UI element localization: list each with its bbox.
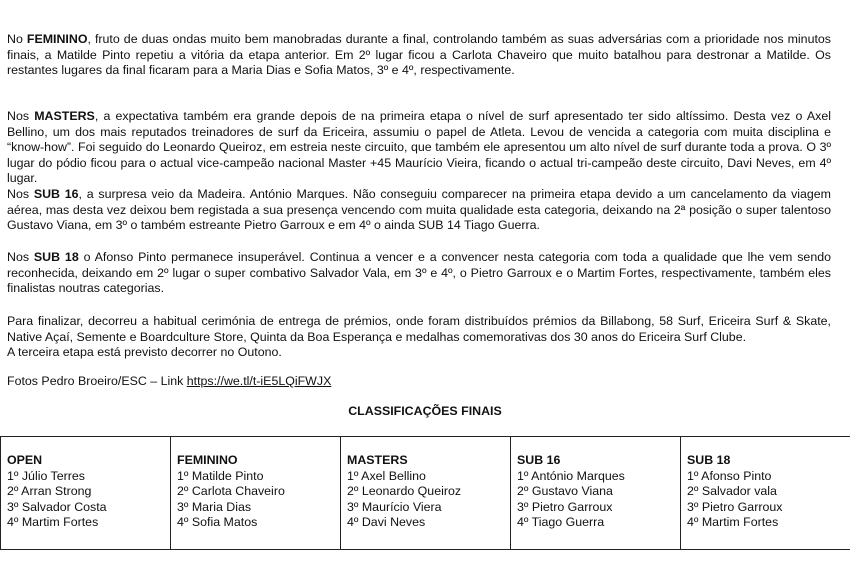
photo-credit	[7, 374, 331, 390]
place-3: 3º Maurício Viera	[347, 499, 442, 514]
place-1: 1º Matilde Pinto	[177, 468, 264, 483]
paragraph-text: , a expectativa também era grande depois de na primeira etapa o nível de surf apresentado ter sido altíssimo. Desta vez o Axel Bellino, um dos mais reputados treinadores de surf da Ericeira, assumiu o papel de Atleta. Levou de vencida a categoria com muita disciplina e “know-how”. Foi seguido do Leonardo Queiroz, em estreia neste circuito, que também ele apresentou um alto nível de surf durante toda a prova. O 3º lugar do pódio ficou para o actual vice-campeão nacional Master +45 Maurício Vieira, ficando o actual tri-campeão deste circuito, Davi Neves, em 4º lugar.	[7, 109, 831, 186]
category-heading: SUB 18	[687, 453, 731, 467]
results-column-sub18	[680, 437, 850, 549]
next-stage-text: A terceira etapa está previsto decorrer no Outono.	[7, 345, 282, 359]
paragraph-lead: No	[7, 32, 27, 46]
results-table	[0, 436, 850, 550]
place-2: 2º Salvador vala	[687, 484, 777, 499]
paragraph-text: o Afonso Pinto permanece insuperável. Continua a vencer e a convencer nesta categoria com toda a qualidade que lhe vem sendo reconhecida, deixando em 2º lugar o super combativo Salvador Vala, em 3º e 4º, o Pietro Garroux e o Martim Fortes, respectivamente, também eles finalistas noutras categorias.	[7, 250, 832, 296]
place-4: 4º Sofia Matos	[177, 515, 258, 530]
paragraph-prizes: Para finalizar, decorreu a habitual cerimónia de entrega de prémios, onde foram distribuídos prémios da Billabong, 58 Surf, Ericeira Surf & Skate, Native Açaí, Semente e Boardculture Store, Quinta da Boa Esperança e medalhas comemorativas dos 30 anos do Ericeira Surf Clube.	[7, 314, 831, 344]
results-column-feminino	[170, 437, 340, 549]
paragraph-text: , a surpresa veio da Madeira. António Marques. Não conseguiu comparecer na primeira etapa devido a um cancelamento da viagem aérea, mas desta vez deixou bem registada a sua presença vencendo com muita qualidade esta categoria, deixando na 2ª posição o super talentoso Gustavo Viana, em 3º o também estreante Pietro Garroux e em 4º o ainda SUB 14 Tiago Guerra.	[7, 187, 832, 233]
place-2: 2º Carlota Chaveiro	[177, 484, 285, 499]
category-name-bold: FEMININO	[26, 32, 88, 46]
category-heading: MASTERS	[347, 453, 408, 467]
place-2: 2º Gustavo Viana	[517, 484, 613, 499]
place-3: 3º Pietro Garroux	[517, 499, 613, 514]
place-4: 4º Martim Fortes	[7, 515, 99, 530]
photo-credit-label: Fotos Pedro Broeiro/ESC – Link	[7, 374, 187, 388]
paragraph-lead: Nos	[7, 250, 34, 264]
results-column-masters	[340, 437, 510, 549]
paragraph-sub18	[7, 250, 831, 297]
paragraph-sub16	[7, 187, 831, 234]
place-3: 3º Salvador Costa	[7, 499, 107, 514]
place-3: 3º Maria Dias	[177, 499, 252, 514]
photos-link[interactable]: https://we.tl/t-iE5LQiFWJX	[186, 374, 332, 388]
place-4: 4º Davi Neves	[347, 515, 426, 530]
place-3: 3º Pietro Garroux	[687, 499, 783, 514]
category-name-bold: SUB 16	[33, 187, 79, 201]
category-name-bold: MASTERS	[34, 109, 95, 123]
paragraph-feminino	[7, 32, 831, 79]
paragraph-text: , fruto de duas ondas muito bem manobradas durante a final, controlando também as suas adversárias com a prioridade nos minutos finais, a Matilde Pinto repetiu a vitória da etapa anterior. Em 2º lugar ficou a Carlota Chaveiro que muito batalhou para destronar a Matilde. Os restantes lugares da final ficaram para a Maria Dias e Sofia Matos, 3º e 4º, respectivamente.	[7, 32, 831, 78]
place-1: 1º Júlio Terres	[7, 468, 85, 483]
category-heading: FEMININO	[177, 453, 238, 467]
category-heading: SUB 16	[517, 453, 561, 467]
category-heading: OPEN	[7, 453, 43, 467]
place-1: 1º António Marques	[517, 468, 625, 483]
results-title: CLASSIFICAÇÕES FINAIS	[348, 404, 502, 418]
paragraph-masters	[7, 109, 831, 187]
results-column-open	[0, 437, 170, 549]
place-1: 1º Axel Bellino	[347, 468, 426, 483]
category-name-bold: SUB 18	[33, 250, 79, 264]
place-4: 4º Martim Fortes	[687, 515, 779, 530]
place-4: 4º Tiago Guerra	[517, 515, 605, 530]
results-column-sub16	[510, 437, 680, 549]
paragraph-lead: Nos	[7, 187, 34, 201]
paragraph-lead: Nos	[7, 109, 35, 123]
place-1: 1º Afonso Pinto	[687, 468, 772, 483]
place-2: 2º Leonardo Queiroz	[347, 484, 462, 499]
place-2: 2º Arran Strong	[7, 484, 92, 499]
